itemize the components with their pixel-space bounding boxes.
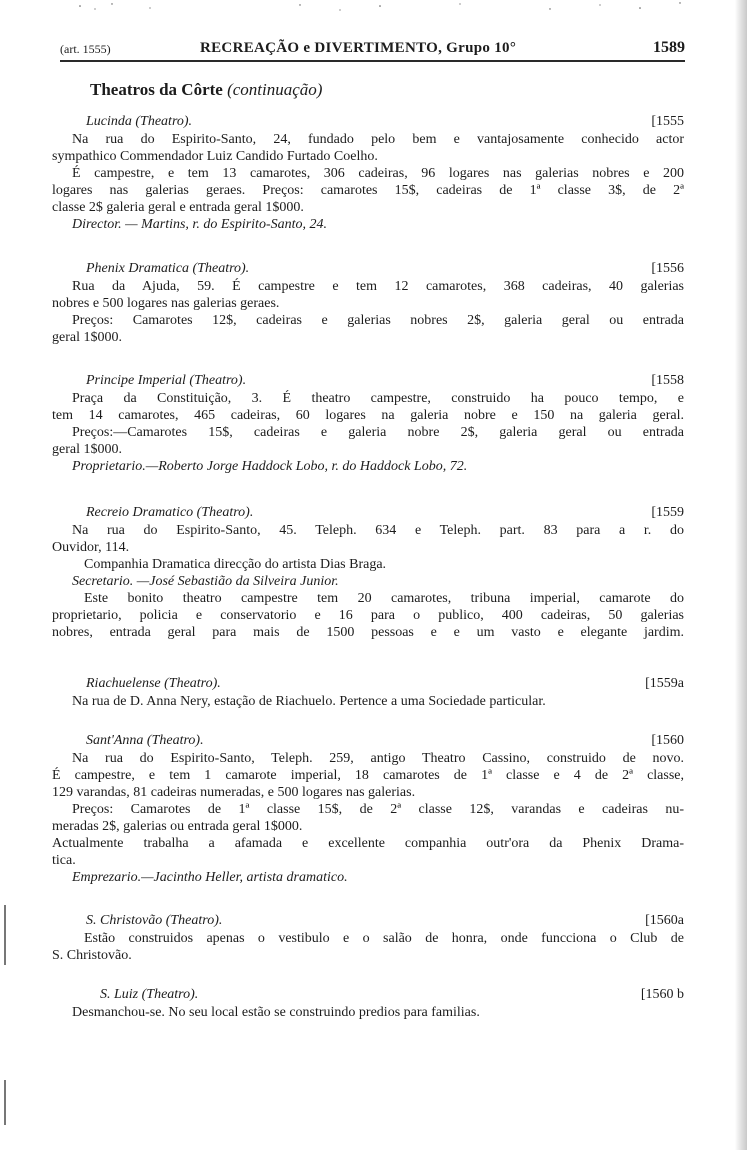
- entry-number: [1558: [651, 373, 684, 388]
- entry-line: Preços: Camarotes de 1ª classe 15$, de 2ª classe 12$, varandas e cadeiras nu-: [72, 802, 684, 817]
- entry-line: Preços: Camarotes 12$, cadeiras e galerias nobres 2$, galeria geral ou entrada: [72, 313, 684, 328]
- print-speckle-top: [40, 0, 740, 16]
- entry-line: geral 1$000.: [52, 330, 122, 345]
- entry-line: É campestre, e tem 1 camarote imperial, 18 camarotes de 1ª classe e 4 de 2ª classe,: [52, 768, 684, 783]
- margin-scan-mark: [4, 905, 6, 965]
- entry-line: nobres, entrada geral para mais de 1500 pessoas e e um vasto e elegante jardim.: [52, 625, 684, 640]
- entry-line: Preços:—Camarotes 15$, cadeiras e galeria nobre 2$, galeria geral ou entrada: [72, 425, 684, 440]
- entry-line: Director. — Martins, r. do Espirito-Santo, 24.: [72, 217, 327, 232]
- entry-title: S. Christovão (Theatro).: [86, 913, 223, 928]
- section-title: [90, 80, 322, 100]
- entry-line: Desmanchou-se. No seu local estão se construindo predios para familias.: [72, 1005, 480, 1020]
- entry-line: proprietario, policia e conservatorio e 16 para o publico, 400 cadeiras, 50 galerias: [52, 608, 684, 623]
- entry-line: Companhia Dramatica direcção do artista Dias Braga.: [84, 557, 387, 572]
- entry-line: tica.: [52, 853, 76, 868]
- header-article-range: (art. 1555): [60, 42, 111, 56]
- entry-line: 129 varandas, 81 cadeiras numeradas, e 500 logares nas galerias.: [52, 785, 416, 800]
- entry-recreio-dramatico: [52, 504, 684, 641]
- entry-line: Na rua do Espirito-Santo, 24, fundado pelo bem e vantajosamente conhecido actor: [72, 132, 684, 147]
- entry-line: Na rua de D. Anna Nery, estação de Riachuelo. Pertence a uma Sociedade particular.: [72, 694, 546, 709]
- entry-title: Lucinda (Theatro).: [86, 114, 193, 129]
- entry-line: S. Christovão.: [52, 948, 132, 963]
- entry-line: Actualmente trabalha a afamada e excellente companhia outr'ora da Phenix Drama-: [52, 836, 684, 851]
- section-title-text: Theatros da Côrte: [90, 80, 223, 99]
- entry-line: Emprezario.—Jacintho Heller, artista dramatico.: [72, 870, 348, 885]
- page-edge-wear: [735, 0, 747, 1150]
- entry-phenix-dramatica: [52, 260, 684, 346]
- entry-line: logares nas galerias geraes. Preços: camarotes 15$, cadeiras de 1ª classe 3$, de 2ª: [52, 183, 684, 198]
- entry-line: Rua da Ajuda, 59. É campestre e tem 12 camarotes, 368 cadeiras, 40 galerias: [72, 279, 684, 294]
- running-header: [60, 38, 685, 62]
- entry-number: [1560 b: [640, 987, 684, 1002]
- entry-line: Estão construidos apenas o vestibulo e o salão de honra, onde funcciona o Club de: [84, 931, 684, 946]
- entry-number: [1559: [651, 505, 684, 520]
- entry-number: [1559a: [645, 676, 684, 691]
- entry-line: Secretario. —José Sebastião da Silveira Junior.: [72, 574, 339, 589]
- margin-scan-mark: [4, 1080, 6, 1125]
- header-title: RECREAÇÃO e DIVERTIMENTO, Grupo 10°: [200, 40, 517, 56]
- entry-sant-anna: [52, 732, 684, 886]
- entry-title: S. Luiz (Theatro).: [100, 987, 199, 1002]
- entry-title: Sant'Anna (Theatro).: [86, 733, 204, 748]
- entry-line: meradas 2$, galerias ou entrada geral 1$000.: [52, 819, 303, 834]
- entry-title: Riachuelense (Theatro).: [86, 676, 221, 691]
- entry-number: [1560: [651, 733, 684, 748]
- entry-line: sympathico Commendador Luiz Candido Furtado Coelho.: [52, 149, 378, 164]
- entry-s-christovao: [52, 912, 684, 964]
- entry-line: É campestre, e tem 13 camarotes, 306 cadeiras, 96 logares nas galerias nobres e 200: [72, 166, 684, 181]
- entry-line: classe 2$ galeria geral e entrada geral 1$000.: [52, 200, 304, 215]
- page-number: 1589: [653, 39, 685, 56]
- entry-riachuelense: [52, 675, 684, 710]
- entry-line: Proprietario.—Roberto Jorge Haddock Lobo, r. do Haddock Lobo, 72.: [72, 459, 468, 474]
- entry-lucinda: [52, 113, 684, 233]
- entry-number: [1555: [651, 114, 684, 129]
- entry-number: [1556: [651, 261, 684, 276]
- entry-line: Na rua do Espirito-Santo, 45. Teleph. 634 e Teleph. part. 83 para a r. do: [72, 523, 684, 538]
- entry-line: Este bonito theatro campestre tem 20 camarotes, tribuna imperial, camarote do: [84, 591, 684, 606]
- entry-line: Na rua do Espirito-Santo, Teleph. 259, antigo Theatro Cassino, construido de novo.: [72, 751, 684, 766]
- entry-line: tem 14 camarotes, 465 cadeiras, 60 logares na galeria nobre e 150 na galeria geral.: [52, 408, 684, 423]
- entry-title: Principe Imperial (Theatro).: [86, 373, 247, 388]
- entry-title: Phenix Dramatica (Theatro).: [86, 261, 250, 276]
- entry-line: Ouvidor, 114.: [52, 540, 130, 555]
- entry-line: nobres e 500 logares nas galerias geraes.: [52, 296, 280, 311]
- entry-principe-imperial: [52, 372, 684, 475]
- entry-number: [1560a: [645, 913, 684, 928]
- entry-s-luiz: [52, 986, 684, 1021]
- entry-line: Praça da Constituição, 3. É theatro campestre, construido ha pouco tempo, e: [72, 391, 684, 406]
- entry-title: Recreio Dramatico (Theatro).: [86, 505, 254, 520]
- entry-line: geral 1$000.: [52, 442, 122, 457]
- section-title-continuation: (continuação): [227, 80, 323, 99]
